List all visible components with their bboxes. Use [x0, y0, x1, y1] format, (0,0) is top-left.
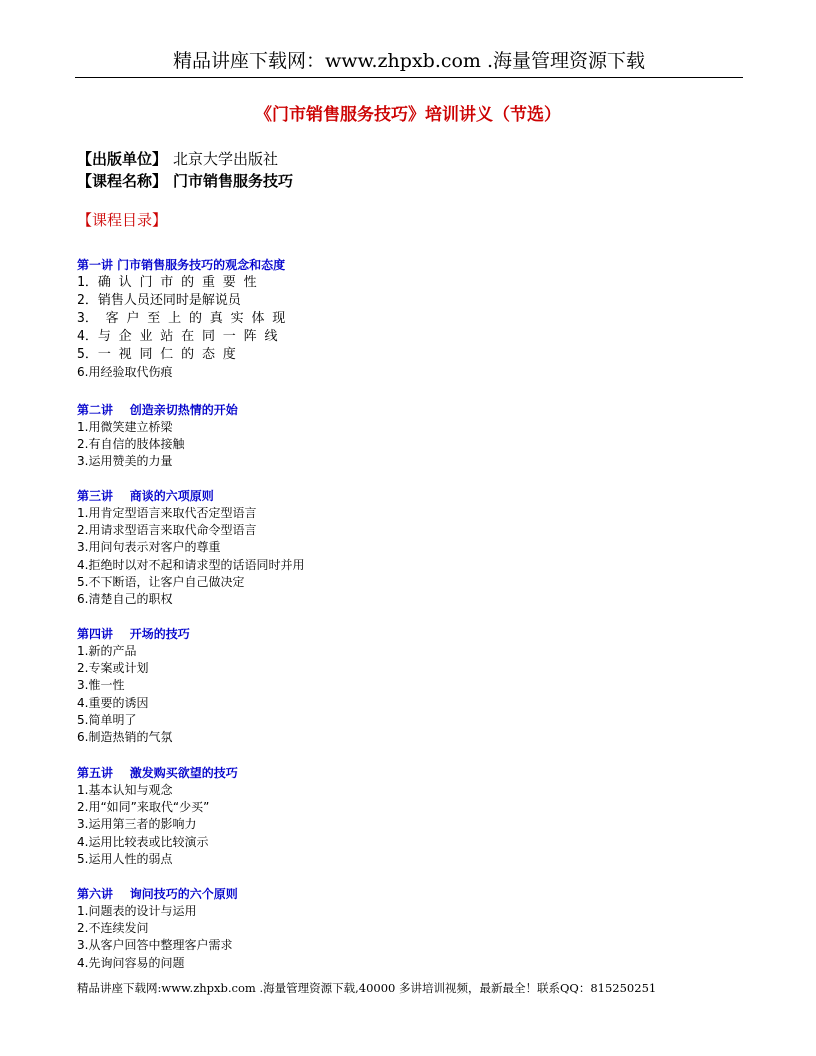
- lecture-title: 第五讲 激发购买欲望的技巧: [77, 766, 238, 780]
- lecture-title: 第一讲 门市销售服务技巧的观念和态度: [77, 258, 286, 272]
- list-item: 3.运用第三者的影响力: [77, 817, 197, 832]
- publisher-label: 【出版单位】: [77, 150, 168, 168]
- list-item: 1．确 认 门 市 的 重 要 性: [77, 275, 257, 290]
- lecture-title: 第三讲 商谈的六项原则: [77, 489, 214, 503]
- list-item: 3.运用赞美的力量: [77, 454, 173, 469]
- course-label: 【课程名称】: [77, 172, 168, 190]
- course-value: 门市销售服务技巧: [173, 172, 294, 190]
- list-item: 1.用肯定型语言来取代否定型语言: [77, 506, 257, 520]
- list-item: 2.用请求型语言来取代命令型语言: [77, 523, 257, 538]
- lecture-2: [77, 402, 238, 471]
- list-item: 3.用问句表示对客户的尊重: [77, 540, 221, 555]
- list-item: 5.简单明了: [77, 712, 137, 727]
- list-item: 4.先询问容易的问题: [77, 955, 185, 970]
- list-item: 6.制造热销的气氛: [77, 729, 173, 744]
- list-item: 1.问题表的设计与运用: [77, 904, 197, 918]
- list-item: 5．一 视 同 仁 的 态 度: [77, 347, 236, 362]
- toc-heading: 【课程目录】: [77, 211, 168, 229]
- list-item: 4．与 企 业 站 在 同 一 阵 线: [77, 329, 278, 344]
- lecture-4: [77, 626, 190, 746]
- page-header: 精品讲座下载网：www.zhpxb.com .海量管理资源下载: [75, 48, 743, 78]
- list-item: 6.用经验取代伤痕: [77, 365, 173, 379]
- list-item: 4.拒绝时以对不起和请求型的话语同时并用: [77, 557, 305, 572]
- lecture-title: 第二讲 创造亲切热情的开始: [77, 403, 238, 417]
- list-item: 1.新的产品: [77, 644, 137, 658]
- list-item: 3.从客户回答中整理客户需求: [77, 938, 233, 953]
- list-item: 2.不连续发问: [77, 921, 149, 936]
- list-item: 2.用“如同”来取代“少买”: [77, 800, 210, 815]
- list-item: 5.运用人性的弱点: [77, 851, 173, 866]
- lecture-5: [77, 765, 238, 868]
- lecture-1: [77, 257, 285, 381]
- lecture-title: 第六讲 询问技巧的六个原则: [77, 887, 238, 901]
- list-item: 2.有自信的肢体接触: [77, 437, 185, 452]
- lecture-3: [77, 488, 304, 608]
- list-item: 4.重要的诱因: [77, 695, 149, 710]
- list-item: 5.不下断语，让客户自己做决定: [77, 574, 245, 589]
- lecture-6: [77, 886, 238, 972]
- publisher-value: 北京大学出版社: [173, 150, 279, 168]
- list-item: 1.用微笑建立桥梁: [77, 420, 173, 434]
- list-item: 6.清楚自己的职权: [77, 591, 173, 606]
- course-line: [77, 171, 293, 191]
- list-item: 1.基本认知与观念: [77, 783, 173, 797]
- document-title: 《门市销售服务技巧》培训讲义（节选）: [255, 105, 561, 125]
- page-footer: 精品讲座下载网:www.zhpxb.com .海量管理资源下载,40000 多讲培训视频，最新最全！联系QQ：815250251: [77, 981, 657, 995]
- publisher-line: [77, 149, 278, 169]
- list-item: 2．销售人员还同时是解说员: [77, 293, 241, 308]
- list-item: 4.运用比较表或比较演示: [77, 834, 209, 849]
- list-item: 2.专案或计划: [77, 661, 149, 676]
- list-item: 3.惟一性: [77, 678, 125, 693]
- lecture-title: 第四讲 开场的技巧: [77, 627, 190, 641]
- list-item: 3． 客 户 至 上 的 真 实 体 现: [77, 311, 286, 326]
